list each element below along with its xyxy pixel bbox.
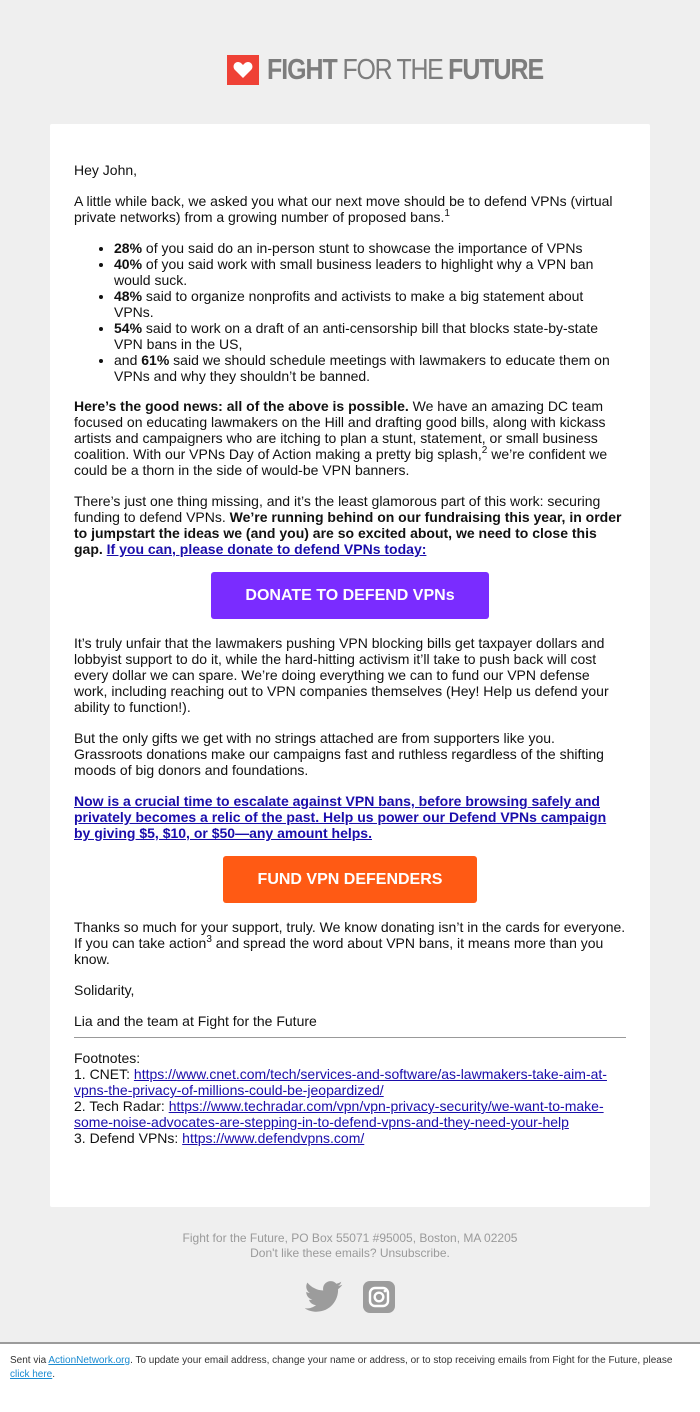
footnote-item: 2. Tech Radar: https://www.techradar.com/vpn/vpn-privacy-security/we-want-to-make-some-noise-advocates-are-stepping-in-to-defend-vpns-and-they-need-your-help <box>74 1098 604 1130</box>
footnotes <box>74 1050 626 1146</box>
bottom-bar <box>0 1342 700 1412</box>
footnote-ref-3: 3 <box>206 934 212 945</box>
fund-defenders-button[interactable]: FUND VPN DEFENDERS <box>223 856 477 903</box>
footnote-ref-1: 1 <box>444 208 450 219</box>
social-links <box>305 1281 395 1318</box>
unfair-paragraph: It’s truly unfair that the lawmakers pushing VPN blocking bills get taxpayer dollars and lobbyist support to do it, while the hard-hitting activism it’ll take to push back will cost every dollar we can spare. We’re doing everything we can to fund our VPN defense work, including reaching out to VPN companies themselves (Hey! Help us defend your ability to function!). <box>74 635 609 715</box>
brand-logo[interactable] <box>227 54 588 86</box>
email-card <box>50 124 650 1207</box>
footnote-ref-2: 2 <box>481 445 488 456</box>
footer-address: Fight for the Future, PO Box 55071 #95005, Boston, MA 02205 <box>182 1231 518 1245</box>
heart-icon <box>227 55 259 85</box>
footnote-link[interactable]: https://www.techradar.com/vpn/vpn-privacy-security/we-want-to-make-some-noise-advocates-are-stepping-in-to-defend-vpns-and-they-need-your-help <box>74 1098 604 1130</box>
crucial-donate-link[interactable]: Now is a crucial time to escalate against VPN bans, before browsing safely and privately becomes a relic of the past. Help us power our Defend VPNs campaign by giving $5, $10, or $50—any amount helps. <box>74 793 607 841</box>
footer <box>0 1231 700 1261</box>
list-item: • 48% said to organize nonprofits and activists to make a big statement about VPNs. <box>114 288 626 320</box>
footnote-item: 3. Defend VPNs: https://www.defendvpns.com/ <box>74 1130 365 1146</box>
footnote-item: 1. CNET: https://www.cnet.com/tech/services-and-software/as-lawmakers-take-aim-at-vpns-the-privacy-of-millions-could-be-jeopardized/ <box>74 1066 607 1098</box>
footnote-link[interactable]: https://www.defendvpns.com/ <box>182 1130 365 1146</box>
list-item: • and 61% said we should schedule meetings with lawmakers to educate them on VPNs and why they shouldn’t be banned. <box>114 352 626 384</box>
divider <box>74 1037 626 1038</box>
logo-wordmark: FIGHT FOR THE FUTURE <box>267 53 544 86</box>
unsubscribe-link[interactable]: Don't like these emails? Unsubscribe. <box>250 1246 450 1260</box>
list-item: • 40% of you said work with small business leaders to highlight why a VPN ban would suck. <box>114 256 626 288</box>
list-item: • 28% of you said do an in-person stunt to showcase the importance of VPNs <box>114 240 626 256</box>
click-here-link[interactable]: click here <box>10 1369 53 1380</box>
bottom-notice: Sent via ActionNetwork.org. To update your email address, change your name or address, or to stop receiving emails from Fight for the Future, please click here. <box>10 1355 673 1380</box>
survey-results-list <box>74 240 626 384</box>
donate-link[interactable]: If you can, please donate to defend VPNs today: <box>106 541 427 557</box>
instagram-icon[interactable] <box>363 1281 395 1318</box>
greeting: Hey John, <box>74 162 138 178</box>
signature: Lia and the team at Fight for the Future <box>74 1013 317 1029</box>
footnotes-title: Footnotes: <box>74 1050 141 1066</box>
gifts-paragraph: But the only gifts we get with no strings attached are from supporters like you. Grassroots donations make our campaigns fast and ruthless regardless of the shifting moods of big donors and foundations. <box>74 730 604 778</box>
twitter-icon[interactable] <box>305 1281 343 1318</box>
actionnetwork-link[interactable]: ActionNetwork.org <box>48 1355 131 1366</box>
signoff: Solidarity, <box>74 982 135 998</box>
donate-button[interactable]: DONATE TO DEFEND VPNs <box>211 572 489 619</box>
thanks-paragraph: Thanks so much for your support, truly. We know donating isn’t in the cards for everyone. If you can take action$^3$ and spread the word about VPN bans, it means more than you know. <box>74 919 626 967</box>
list-item: • 54% said to work on a draft of an anti-censorship bill that blocks state-by-state VPN bans in the US, <box>114 320 626 352</box>
footnote-link[interactable]: https://www.cnet.com/tech/services-and-software/as-lawmakers-take-aim-at-vpns-the-privacy-of-millions-could-be-jeopardized/ <box>74 1066 607 1098</box>
intro-paragraph: A little while back, we asked you what our next move should be to defend VPNs (virtual private networks) from a growing number of proposed bans.$^1$ <box>74 193 613 225</box>
funding-paragraph: There’s just one thing missing, and it’s the least glamorous part of this work: securing funding to defend VPNs. We’re running behind on our fundraising this year, in order to jumpstart the ideas we (and you) are so excited about, we need to close this gap. If you can, please donate to defend VPNs today: <box>74 493 622 557</box>
good-news-paragraph: Here’s the good news: all of the above is possible. We have an amazing DC team focused on educating lawmakers on the Hill and drafting good bills, along with kickass artists and campaigners who are itching to plan a stunt, statement, or small business coalition. With our VPNs Day of Action making a pretty big splash,$^2$ we’re confident we could be a thorn in the side of would-be VPN banners. <box>74 398 608 478</box>
email-body <box>74 162 626 1146</box>
